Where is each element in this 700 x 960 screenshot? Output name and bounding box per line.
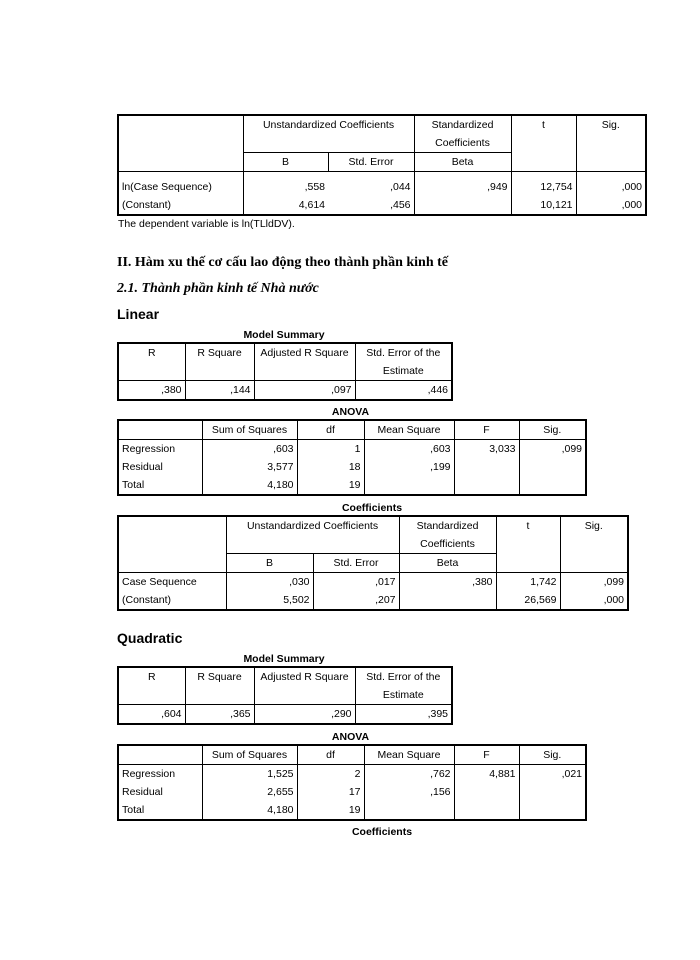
cell-f: [454, 783, 519, 801]
cell-t: 1,742: [496, 573, 560, 592]
cell-sig: ,099: [560, 573, 628, 592]
subsection-heading: 2.1. Thành phần kinh tế Nhà nước: [117, 281, 319, 296]
cell-ms: ,156: [364, 783, 454, 801]
header-corner: [118, 516, 226, 573]
table-row: [118, 573, 628, 592]
header-df: df: [297, 420, 364, 440]
header-std-error: Std. Error: [328, 153, 414, 172]
row-label: Regression: [118, 765, 202, 784]
quadratic-model-summary-caption: Model Summary: [243, 653, 325, 665]
dependent-variable-note: The dependent variable is ln(TLldDV).: [118, 218, 295, 230]
cell-std-error-estimate: ,395: [355, 705, 452, 725]
header-t: t: [496, 516, 560, 573]
header-standardized-line2: Coefficients: [420, 538, 475, 550]
header-sig: Sig.: [576, 115, 646, 172]
cell-ss: 4,180: [202, 801, 297, 820]
row-label: ln(Case Sequence): [118, 178, 243, 196]
cell-df: 1: [297, 440, 364, 459]
header-adjusted-r-square: Adjusted R Square: [254, 667, 355, 705]
table-row: [118, 476, 586, 495]
table-row: [118, 178, 646, 196]
header-std-error-estimate: [355, 343, 452, 381]
cell-sig: [519, 801, 586, 820]
cell-df: 2: [297, 765, 364, 784]
cell-ss: 4,180: [202, 476, 297, 495]
header-standardized-line1: Standardized: [431, 119, 494, 131]
cell-beta: ,949: [414, 178, 511, 196]
cell-sig: ,000: [560, 591, 628, 610]
cell-ss: 1,525: [202, 765, 297, 784]
header-mean-square: Mean Square: [364, 745, 454, 765]
table-row: [118, 783, 586, 801]
linear-model-summary-table: [117, 342, 453, 401]
cell-b: ,030: [226, 573, 313, 592]
header-df: df: [297, 745, 364, 765]
header-r: R: [118, 343, 185, 381]
header-standardized-line1: Standardized: [416, 520, 479, 532]
header-unstandardized: Unstandardized Coefficients: [243, 115, 414, 153]
header-se-line2: Estimate: [382, 365, 424, 377]
quadratic-anova-table: [117, 744, 587, 821]
cell-f: [454, 458, 519, 476]
cell-f: 4,881: [454, 765, 519, 784]
cell-ss: 2,655: [202, 783, 297, 801]
cell-f: 3,033: [454, 440, 519, 459]
cell-ms: ,762: [364, 765, 454, 784]
linear-coefficients-table: [117, 515, 629, 611]
cell-df: 19: [297, 801, 364, 820]
header-r-square: R Square: [185, 343, 254, 381]
cell-std-error: ,044: [390, 180, 411, 193]
header-sum-of-squares: Sum of Squares: [202, 745, 297, 765]
linear-anova-caption: ANOVA: [331, 406, 370, 418]
header-standardized: [414, 115, 511, 153]
cell-ms: ,603: [364, 440, 454, 459]
cell-df: 19: [297, 476, 364, 495]
header-std-error-estimate: [355, 667, 452, 705]
cell-std-error: ,207: [313, 591, 399, 610]
cell-std-error: ,456: [328, 196, 414, 215]
cell-beta: [399, 591, 496, 610]
header-b: B: [243, 153, 328, 172]
linear-heading: Linear: [117, 306, 160, 322]
header-se-line1: Std. Error of the: [366, 671, 441, 683]
cell-beta: [414, 196, 511, 215]
cell-sig: ,021: [519, 765, 586, 784]
header-se-line1: Std. Error of the: [366, 347, 441, 359]
header-corner: [118, 115, 243, 172]
cell-sig: [519, 476, 586, 495]
row-label: Regression: [118, 440, 202, 459]
cell-b: ,558: [304, 180, 325, 193]
row-label: Total: [118, 476, 202, 495]
cell-t: 26,569: [496, 591, 560, 610]
table-row: [118, 458, 586, 476]
header-corner: [118, 745, 202, 765]
quadratic-heading: Quadratic: [117, 630, 183, 646]
linear-model-summary-caption: Model Summary: [243, 329, 325, 341]
cell-std-error: ,017: [313, 573, 399, 592]
cell-f: [454, 801, 519, 820]
cell-r: ,604: [118, 705, 185, 725]
header-unstandardized: Unstandardized Coefficients: [226, 516, 399, 554]
table-row: [118, 801, 586, 820]
cell-t: 10,121: [511, 196, 576, 215]
linear-coefficients-caption: Coefficients: [341, 502, 403, 514]
cell-sig: ,000: [576, 196, 646, 215]
table-row: [118, 765, 586, 784]
row-label: Case Sequence: [118, 573, 226, 592]
cell-ms: [364, 476, 454, 495]
table-row: [118, 591, 628, 610]
row-label: (Constant): [118, 591, 226, 610]
header-sig: Sig.: [560, 516, 628, 573]
cell-sig: [519, 783, 586, 801]
header-f: F: [454, 420, 519, 440]
cell-r: ,380: [118, 381, 185, 401]
quadratic-coefficients-caption: Coefficients: [351, 826, 413, 838]
top-coefficients-table: [117, 114, 647, 216]
cell-sig: [519, 458, 586, 476]
cell-ms: [364, 801, 454, 820]
cell-ss: ,603: [202, 440, 297, 459]
cell-r-square: ,365: [185, 705, 254, 725]
cell-ss: 3,577: [202, 458, 297, 476]
header-adjusted-r-square: Adjusted R Square: [254, 343, 355, 381]
cell-beta: ,380: [399, 573, 496, 592]
quadratic-anova-caption: ANOVA: [331, 731, 370, 743]
header-corner: [118, 420, 202, 440]
cell-std-error-estimate: ,446: [355, 381, 452, 401]
header-sig: Sig.: [519, 745, 586, 765]
section-heading: II. Hàm xu thế cơ cấu lao động theo thành phần kinh tế: [117, 255, 448, 270]
header-sum-of-squares: Sum of Squares: [202, 420, 297, 440]
row-label: Residual: [118, 783, 202, 801]
header-b: B: [226, 554, 313, 573]
quadratic-model-summary-table: [117, 666, 453, 725]
header-f: F: [454, 745, 519, 765]
header-mean-square: Mean Square: [364, 420, 454, 440]
cell-df: 18: [297, 458, 364, 476]
cell-ms: ,199: [364, 458, 454, 476]
header-beta: Beta: [399, 554, 496, 573]
cell-b: 4,614: [243, 196, 328, 215]
cell-f: [454, 476, 519, 495]
cell-r-square: ,144: [185, 381, 254, 401]
cell-df: 17: [297, 783, 364, 801]
header-r-square: R Square: [185, 667, 254, 705]
row-label: Total: [118, 801, 202, 820]
row-label: (Constant): [118, 196, 243, 215]
cell-adjusted-r-square: ,290: [254, 705, 355, 725]
header-r: R: [118, 667, 185, 705]
cell-sig: ,000: [576, 178, 646, 196]
table-row: [118, 196, 646, 215]
cell-t: 12,754: [511, 178, 576, 196]
row-label: Residual: [118, 458, 202, 476]
header-standardized-line2: Coefficients: [435, 137, 490, 149]
table-row: [118, 440, 586, 459]
cell-adjusted-r-square: ,097: [254, 381, 355, 401]
header-sig: Sig.: [519, 420, 586, 440]
header-std-error: Std. Error: [313, 554, 399, 573]
cell-b: 5,502: [226, 591, 313, 610]
header-se-line2: Estimate: [382, 689, 424, 701]
linear-anova-table: [117, 419, 587, 496]
cell-sig: ,099: [519, 440, 586, 459]
header-beta: Beta: [414, 153, 511, 172]
header-standardized: [399, 516, 496, 554]
header-t: t: [511, 115, 576, 172]
